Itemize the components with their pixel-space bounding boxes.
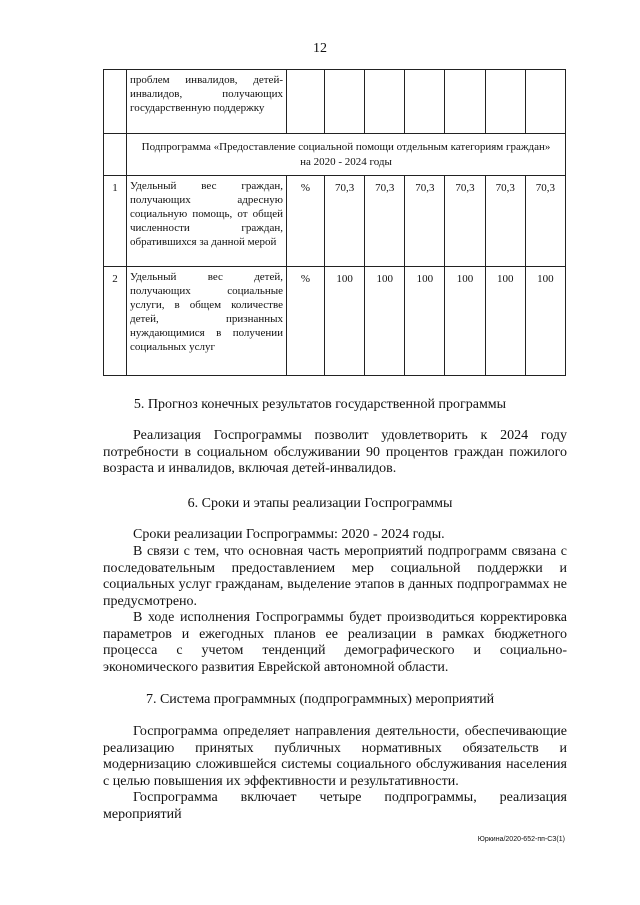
table-row (104, 134, 566, 176)
unit-cell: % (287, 267, 325, 376)
unit-cell: % (287, 176, 325, 267)
table-row (104, 176, 566, 267)
table-row (104, 70, 566, 134)
num-cell (104, 70, 127, 134)
section-6-heading: 6. Сроки и этапы реализации Госпрограммы (187, 496, 453, 511)
subprogram-title: Подпрограмма «Предоставление социальной помощи отдельным категориям граждан» на 2020 - 2024 годы (127, 134, 566, 176)
value-cell: 100 (325, 267, 365, 376)
indicators-table (103, 69, 566, 376)
value-cell: 70,3 (445, 176, 485, 267)
value-cell (365, 70, 405, 134)
section-7-paragraph-1: Госпрограмма определяет направления деятельности, обеспечивающие реализацию принятых публичных нормативных обязательств и модернизацию сложившейся системы социального обслуживания населения с целью повышения их эффективности и результативности. (103, 724, 567, 789)
section-6-paragraph-1: Сроки реализации Госпрограммы: 2020 - 2024 годы. (133, 527, 445, 542)
continuation-text: проблем инвалидов, детей-инвалидов, получающих государственную поддержку (130, 74, 283, 114)
value-cell: 70,3 (325, 176, 365, 267)
section-6-paragraph-3: В ходе исполнения Госпрограммы будет производиться корректировка параметров и ежегодных планов ее реализации в рамках бюджетного процесса с учетом тенденций демографического и социально-экономического развития Еврейской автономной области. (103, 610, 567, 675)
value-cell: 100 (485, 267, 525, 376)
table-row (104, 267, 566, 376)
section-7-heading: 7. Система программных (подпрограммных) мероприятий (145, 692, 495, 707)
section-5-paragraph: Реализация Госпрограммы позволит удовлетворить к 2024 году потребности в социальном обслуживании 90 процентов граждан пожилого возраста и инвалидов, включая детей-инвалидов. (103, 428, 567, 476)
value-cell (405, 70, 445, 134)
value-cell (525, 70, 565, 134)
row-number: 1 (104, 176, 127, 267)
value-cell: 70,3 (525, 176, 565, 267)
value-cell (445, 70, 485, 134)
value-cell: 100 (525, 267, 565, 376)
value-cell: 70,3 (485, 176, 525, 267)
indicator-name: Удельный вес детей, получающих социальные услуги, в общем количестве детей, признанных нуждающимися в получении социальных услуг (130, 271, 283, 353)
document-code: Юркина/2020-652-пп-СЗ(1) (477, 836, 565, 843)
section-7-paragraph-2: Госпрограмма включает четыре подпрограммы, реализация мероприятий (103, 790, 567, 822)
num-cell (104, 134, 127, 176)
section-5-heading: 5. Прогноз конечных результатов государственной программы (133, 397, 507, 412)
indicator-name: Удельный вес граждан, получающих адресную социальную помощь, от общей численности граждан, обратившихся за данной мерой (130, 180, 283, 248)
indicator-name-cell (127, 267, 287, 376)
unit-cell (287, 70, 325, 134)
value-cell: 70,3 (365, 176, 405, 267)
name-cell (127, 70, 287, 134)
value-cell: 70,3 (405, 176, 445, 267)
page-number: 12 (313, 41, 327, 56)
value-cell (325, 70, 365, 134)
section-6-paragraph-2: В связи с тем, что основная часть мероприятий подпрограмм связана с последовательным предоставлением мер социальной поддержки и социальных услуг гражданам, выделение этапов в данных подпрограммах не предусмотрено. (103, 544, 567, 609)
row-number: 2 (104, 267, 127, 376)
value-cell: 100 (405, 267, 445, 376)
value-cell: 100 (365, 267, 405, 376)
value-cell (485, 70, 525, 134)
indicator-name-cell (127, 176, 287, 267)
value-cell: 100 (445, 267, 485, 376)
